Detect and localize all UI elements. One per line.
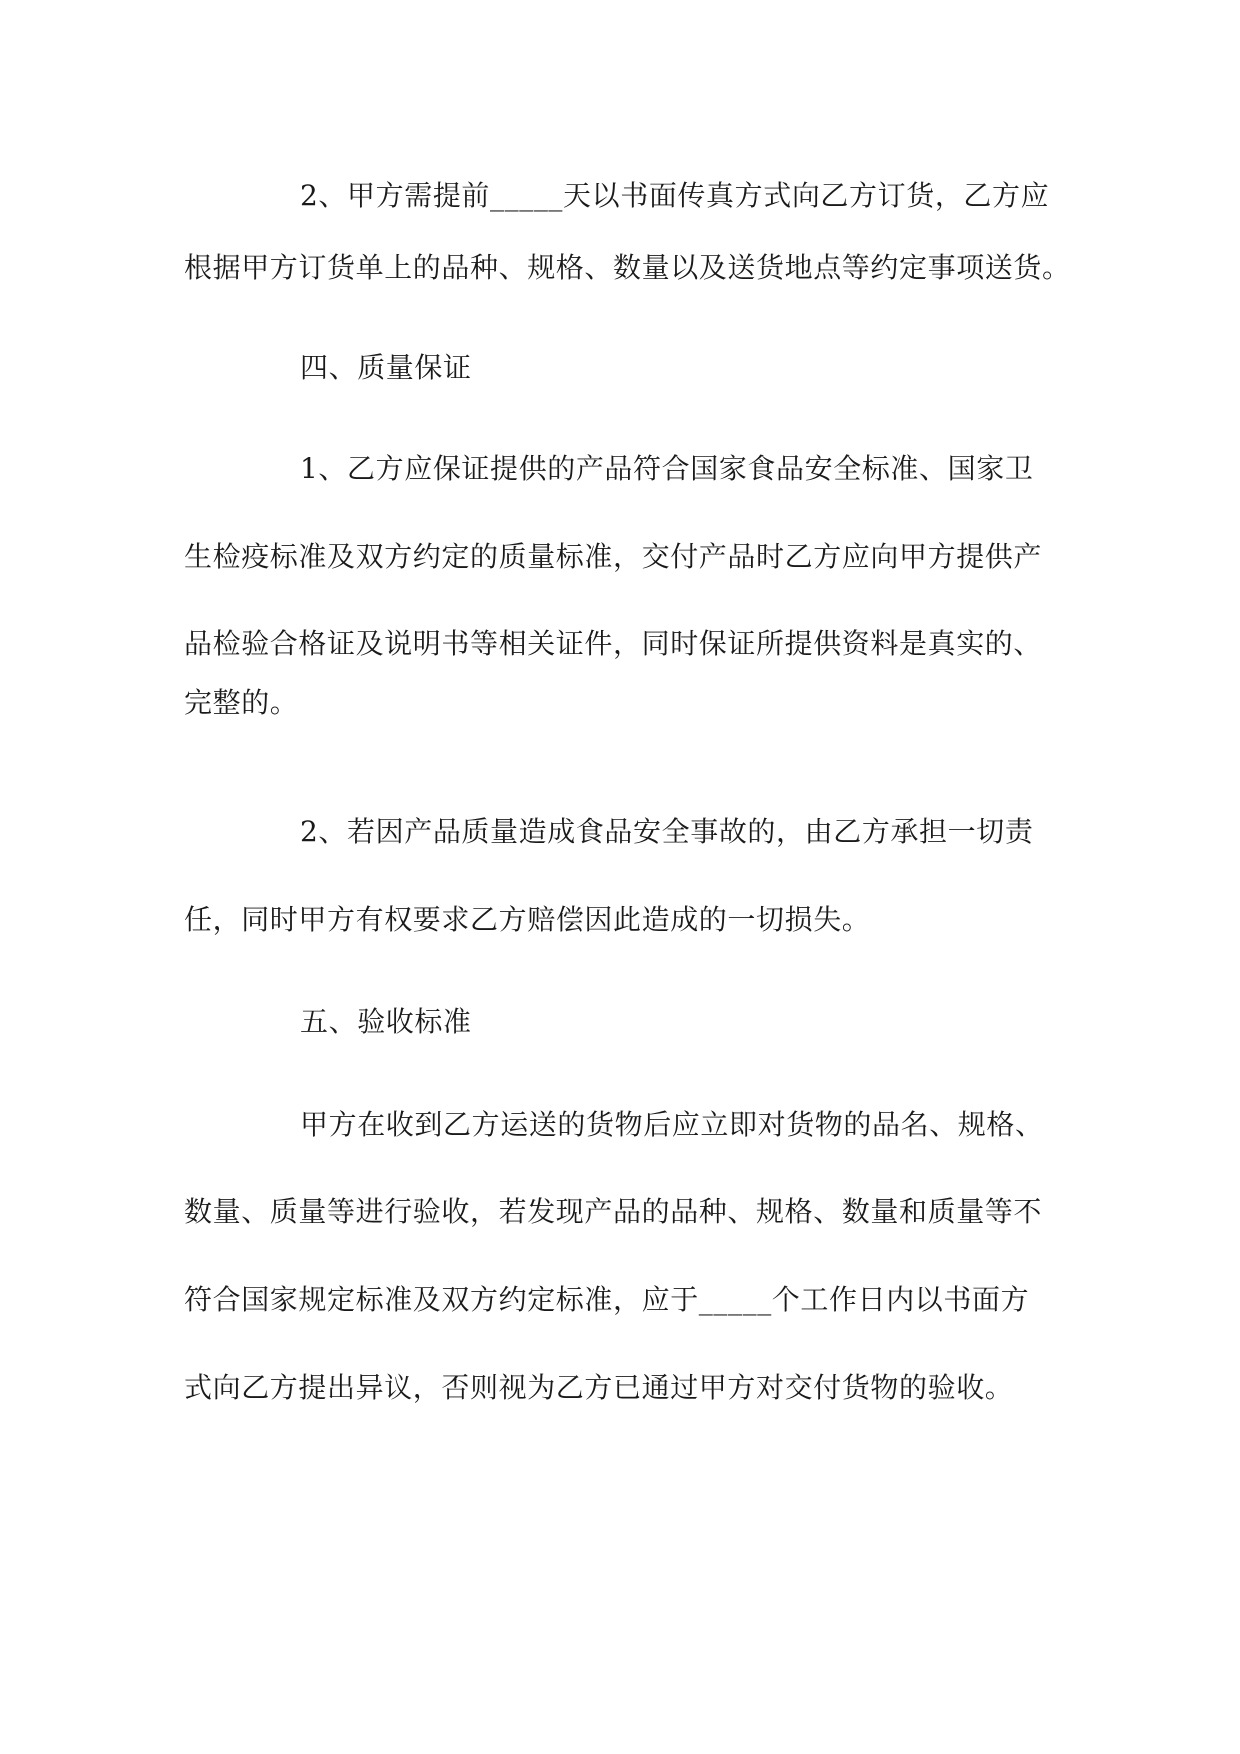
text-line: 符合国家规定标准及双方约定标准，应于_____个工作日内以书面方: [184, 1283, 1030, 1316]
text-line: 1、乙方应保证提供的产品符合国家食品安全标准、国家卫: [300, 452, 1034, 485]
text-line: 甲方在收到乙方运送的货物后应立即对货物的品名、规格、: [300, 1108, 1044, 1141]
text-line: 根据甲方订货单上的品种、规格、数量以及送货地点等约定事项送货。: [184, 251, 1071, 284]
text-line: 2、甲方需提前_____天以书面传真方式向乙方订货，乙方应: [300, 179, 1050, 212]
text-line: 2、若因产品质量造成食品安全事故的，由乙方承担一切责: [300, 815, 1034, 848]
text-line: 完整的。: [184, 686, 299, 719]
section-heading: 五、验收标准: [300, 1005, 472, 1038]
text-line: 数量、质量等进行验收，若发现产品的品种、规格、数量和质量等不: [184, 1195, 1043, 1228]
section-heading: 四、质量保证: [300, 351, 472, 384]
text-line: 任，同时甲方有权要求乙方赔偿因此造成的一切损失。: [184, 903, 871, 936]
text-line: 生检疫标准及双方约定的质量标准，交付产品时乙方应向甲方提供产: [184, 540, 1043, 573]
text-line: 式向乙方提出异议，否则视为乙方已通过甲方对交付货物的验收。: [184, 1371, 1014, 1404]
text-line: 品检验合格证及说明书等相关证件，同时保证所提供资料是真实的、: [184, 627, 1043, 660]
